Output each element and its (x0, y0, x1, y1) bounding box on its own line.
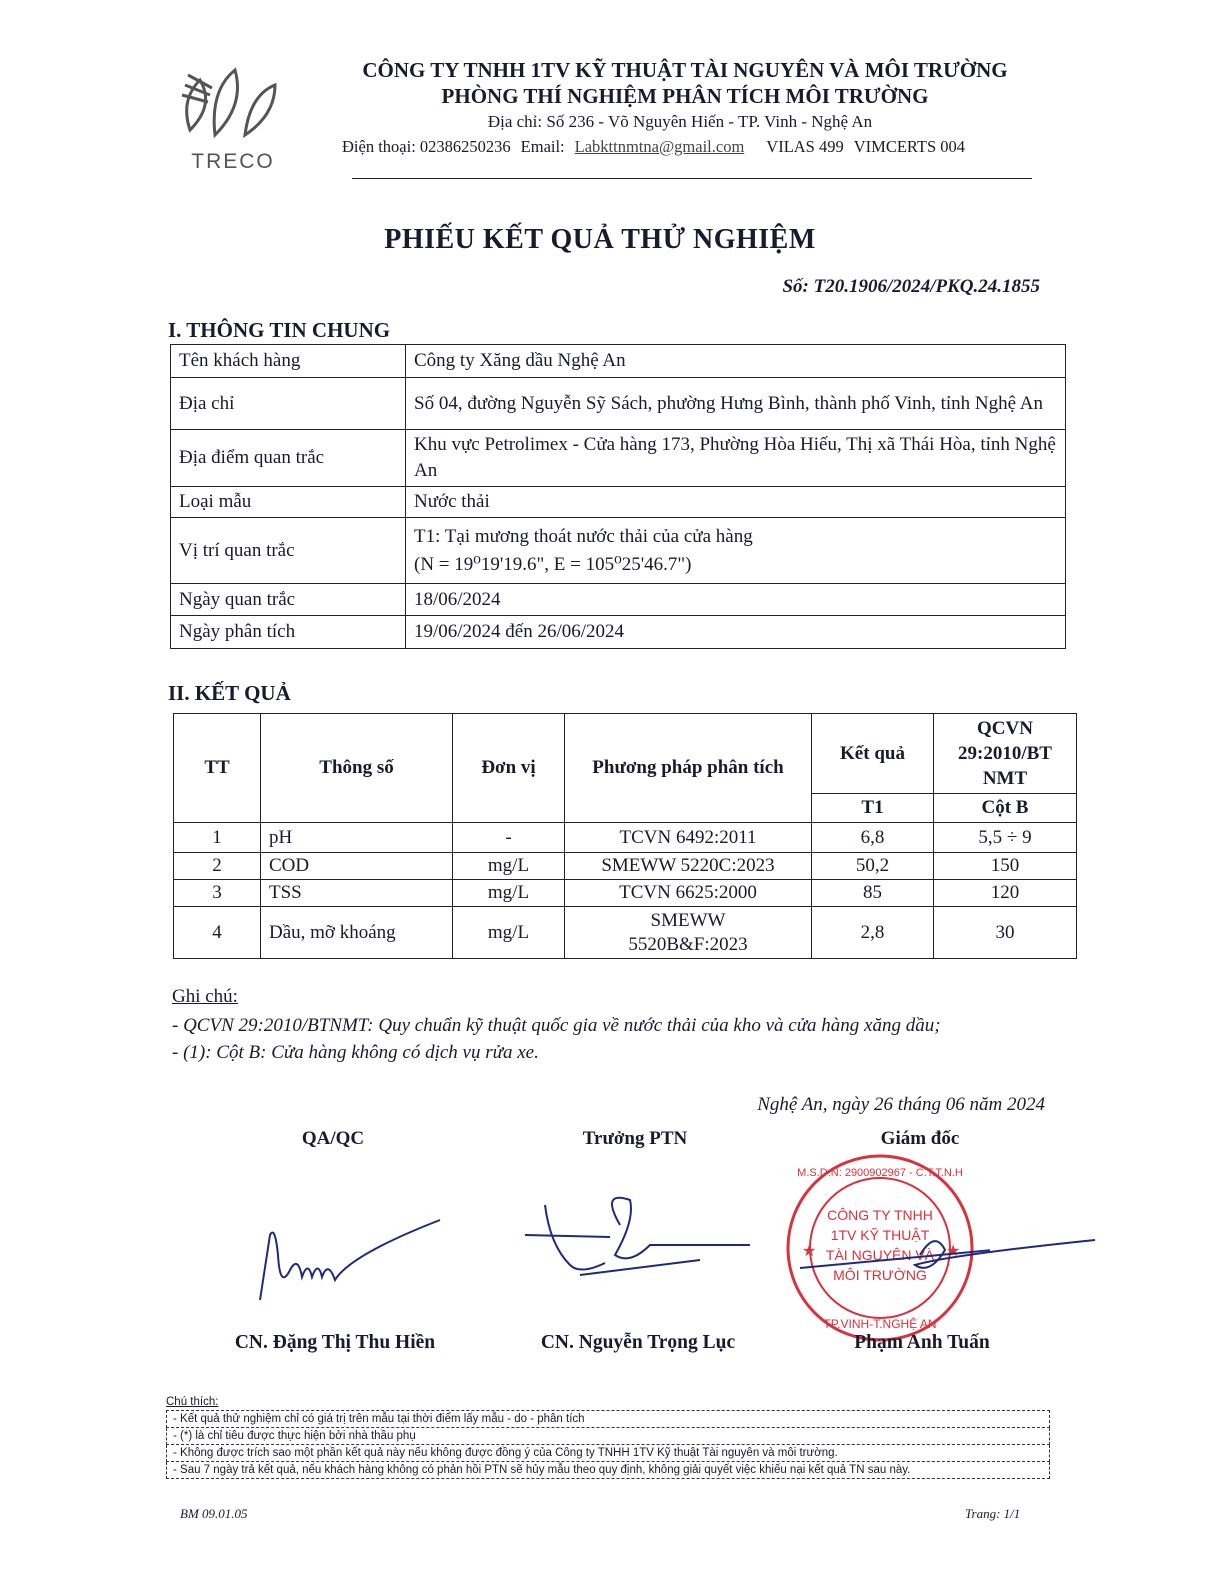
stamp-code: M.S.D.N: 2900902967 - C.T.T.N.H (797, 1167, 963, 1179)
stamp-line1: CÔNG TY TNHH (827, 1207, 933, 1223)
cell-method: TCVN 6625:2000 (565, 880, 812, 907)
table-row (171, 518, 1066, 584)
col-result: Kết quả (812, 714, 934, 794)
page-number: Trang: 1/1 (965, 1506, 1021, 1521)
qaqc-role: QA/QC (301, 1128, 365, 1149)
leaf-logo-icon (170, 60, 290, 150)
col-method: Phương pháp phân tích (565, 714, 812, 823)
footer-heading: Chú thích: (166, 1396, 219, 1408)
lab-head-role: Trưởng PTN (582, 1128, 688, 1149)
stamp-star-icon: ★ (802, 1243, 817, 1260)
cell-tt: 4 (174, 907, 261, 959)
notes-block (172, 986, 1052, 1066)
info-value: Số 04, đường Nguyễn Sỹ Sách, phường Hưng Bình, thành phố Vinh, tỉnh Nghệ An (406, 378, 1066, 430)
cell-param: pH (261, 823, 453, 853)
cell-method (565, 907, 812, 959)
vilas-code: VILAS 499 (766, 137, 844, 156)
standard-line2: 29:2010/BT (958, 743, 1052, 764)
form-code: BM 09.01.05 (180, 1506, 248, 1521)
cell-method: TCVN 6492:2011 (565, 823, 812, 853)
footer-item: - Không được trích sao một phần kết quả này nếu không được đồng ý của Công ty TNHH 1TV Kỹ thuật Tài nguyên và môi trường. (166, 1445, 1050, 1462)
table-row (171, 584, 1066, 616)
info-value: 18/06/2024 (406, 584, 1066, 616)
stamp-star-icon: ★ (946, 1243, 961, 1260)
cell-param: TSS (261, 880, 453, 907)
cell-unit: mg/L (453, 907, 565, 959)
cell-limit: 30 (934, 907, 1077, 959)
standard-line1: QCVN (977, 718, 1033, 739)
director-role: Giám đốc (880, 1128, 960, 1149)
note-line: - QCVN 29:2010/BTNMT: Quy chuẩn kỹ thuật quốc gia về nước thải của kho và cửa hàng xăng dầu; (172, 1015, 941, 1036)
document-title: PHIẾU KẾT QUẢ THỬ NGHIỆM (384, 224, 816, 255)
cell-tt: 2 (174, 853, 261, 880)
general-info-table (170, 344, 1066, 649)
col-result-sub: T1 (812, 794, 934, 823)
cell-tt: 1 (174, 823, 261, 853)
info-label: Tên khách hàng (171, 345, 406, 378)
footer-item: - Sau 7 ngày trả kết quả, nếu khách hàng không có phản hồi PTN sẽ hủy mẫu theo quy định, không giải quyết việc khiếu nại kết quả TN sau này. (166, 1462, 1050, 1479)
table-row (174, 823, 1077, 853)
qaqc-signature (250, 1215, 450, 1315)
stamp-line3: TÀI NGUYÊN VÀ (825, 1247, 935, 1263)
table-row (174, 880, 1077, 907)
cell-unit: mg/L (453, 853, 565, 880)
header-divider (352, 178, 1032, 179)
results-table (173, 713, 1077, 959)
info-value: Nước thải (406, 487, 1066, 518)
table-row (171, 430, 1066, 487)
document-number: Số: T20.1906/2024/PKQ.24.1855 (782, 276, 1040, 297)
info-label: Địa điểm quan trắc (171, 430, 406, 487)
logo-text: TRECO (191, 150, 275, 173)
section-results-heading: II. KẾT QUẢ (168, 681, 291, 705)
col-tt: TT (174, 714, 261, 823)
table-row (174, 853, 1077, 880)
table-row (171, 378, 1066, 430)
vimcerts-code: VIMCERTS 004 (853, 137, 966, 156)
monitoring-point: T1: Tại mương thoát nước thải của cửa hàng (414, 525, 753, 547)
info-value: Khu vực Petrolimex - Cửa hàng 173, Phường Hòa Hiếu, Thị xã Thái Hòa, tỉnh Nghệ An (406, 430, 1066, 487)
col-standard (934, 714, 1077, 794)
stamp-line4: MÔI TRƯỜNG (833, 1267, 927, 1283)
cell-result: 85 (812, 880, 934, 907)
cell-result: 2,8 (812, 907, 934, 959)
info-value: 19/06/2024 đến 26/06/2024 (406, 616, 1066, 649)
cell-result: 50,2 (812, 853, 934, 880)
cell-limit: 5,5 ÷ 9 (934, 823, 1077, 853)
notes-heading: Ghi chú: (172, 986, 238, 1007)
table-row (171, 487, 1066, 518)
cell-param: COD (261, 853, 453, 880)
company-logo (170, 60, 290, 178)
cell-unit: - (453, 823, 565, 853)
info-label: Vị trí quan trắc (171, 518, 406, 584)
method-line2: 5520B&F:2023 (628, 933, 748, 955)
table-header-row (174, 714, 1077, 794)
stamp-city: TP.VINH-T.NGHỆ AN (823, 1317, 937, 1331)
info-label: Ngày quan trắc (171, 584, 406, 616)
table-row (171, 616, 1066, 649)
footer-notes (166, 1396, 1050, 1479)
cell-tt: 3 (174, 880, 261, 907)
lab-head-signature (520, 1185, 760, 1285)
table-row (174, 907, 1077, 959)
cell-method: SMEWW 5220C:2023 (565, 853, 812, 880)
cell-param: Dầu, mỡ khoáng (261, 907, 453, 959)
method-line1: SMEWW (650, 909, 726, 931)
lab-head-name: CN. Nguyễn Trọng Lục (540, 1332, 736, 1353)
note-line: - (1): Cột B: Cửa hàng không có dịch vụ rửa xe. (172, 1042, 539, 1063)
footer-item: - Kết quả thử nghiệm chỉ có giá trị trên mẫu tại thời điểm lấy mẫu - do - phân tích (166, 1410, 1050, 1428)
company-address: Địa chỉ: Số 236 - Võ Nguyên Hiến - TP. Vinh - Nghệ An (487, 112, 873, 131)
company-phone: Điện thoại: 02386250236 (342, 137, 511, 156)
cell-limit: 120 (934, 880, 1077, 907)
contact-line (342, 137, 1042, 157)
footer-item: - (*) là chỉ tiêu được thực hiện bởi nhà thầu phụ (166, 1428, 1050, 1445)
cell-unit: mg/L (453, 880, 565, 907)
cell-limit: 150 (934, 853, 1077, 880)
col-unit: Đơn vị (453, 714, 565, 823)
email-link[interactable]: Labkttnmtna@gmail.com (574, 137, 745, 156)
col-param: Thông số (261, 714, 453, 823)
qaqc-name: CN. Đặng Thị Thu Hiền (234, 1332, 436, 1353)
monitoring-coords: (N = 19⁰19'19.6", E = 105⁰25'46.7") (414, 553, 692, 575)
info-label: Loại mẫu (171, 487, 406, 518)
table-row (171, 345, 1066, 378)
info-label: Địa chỉ (171, 378, 406, 430)
info-label: Ngày phân tích (171, 616, 406, 649)
section-general-info-heading: I. THÔNG TIN CHUNG (168, 318, 391, 342)
standard-line3: NMT (982, 768, 1028, 789)
info-value: Công ty Xăng dầu Nghệ An (406, 345, 1066, 378)
cell-result: 6,8 (812, 823, 934, 853)
lab-name: PHÒNG THÍ NGHIỆM PHÂN TÍCH MÔI TRƯỜNG (441, 84, 929, 108)
director-name: Phạm Anh Tuấn (854, 1332, 990, 1353)
director-signature (900, 1225, 1100, 1285)
place-date: Nghệ An, ngày 26 tháng 06 năm 2024 (757, 1094, 1045, 1115)
info-value (406, 518, 1066, 584)
company-name: CÔNG TY TNHH 1TV KỸ THUẬT TÀI NGUYÊN VÀ MÔI TRƯỜNG (362, 58, 1008, 82)
col-standard-sub: Cột B (934, 794, 1077, 823)
stamp-line2: 1TV KỸ THUẬT (830, 1227, 930, 1243)
email-label: Email: (520, 137, 565, 156)
